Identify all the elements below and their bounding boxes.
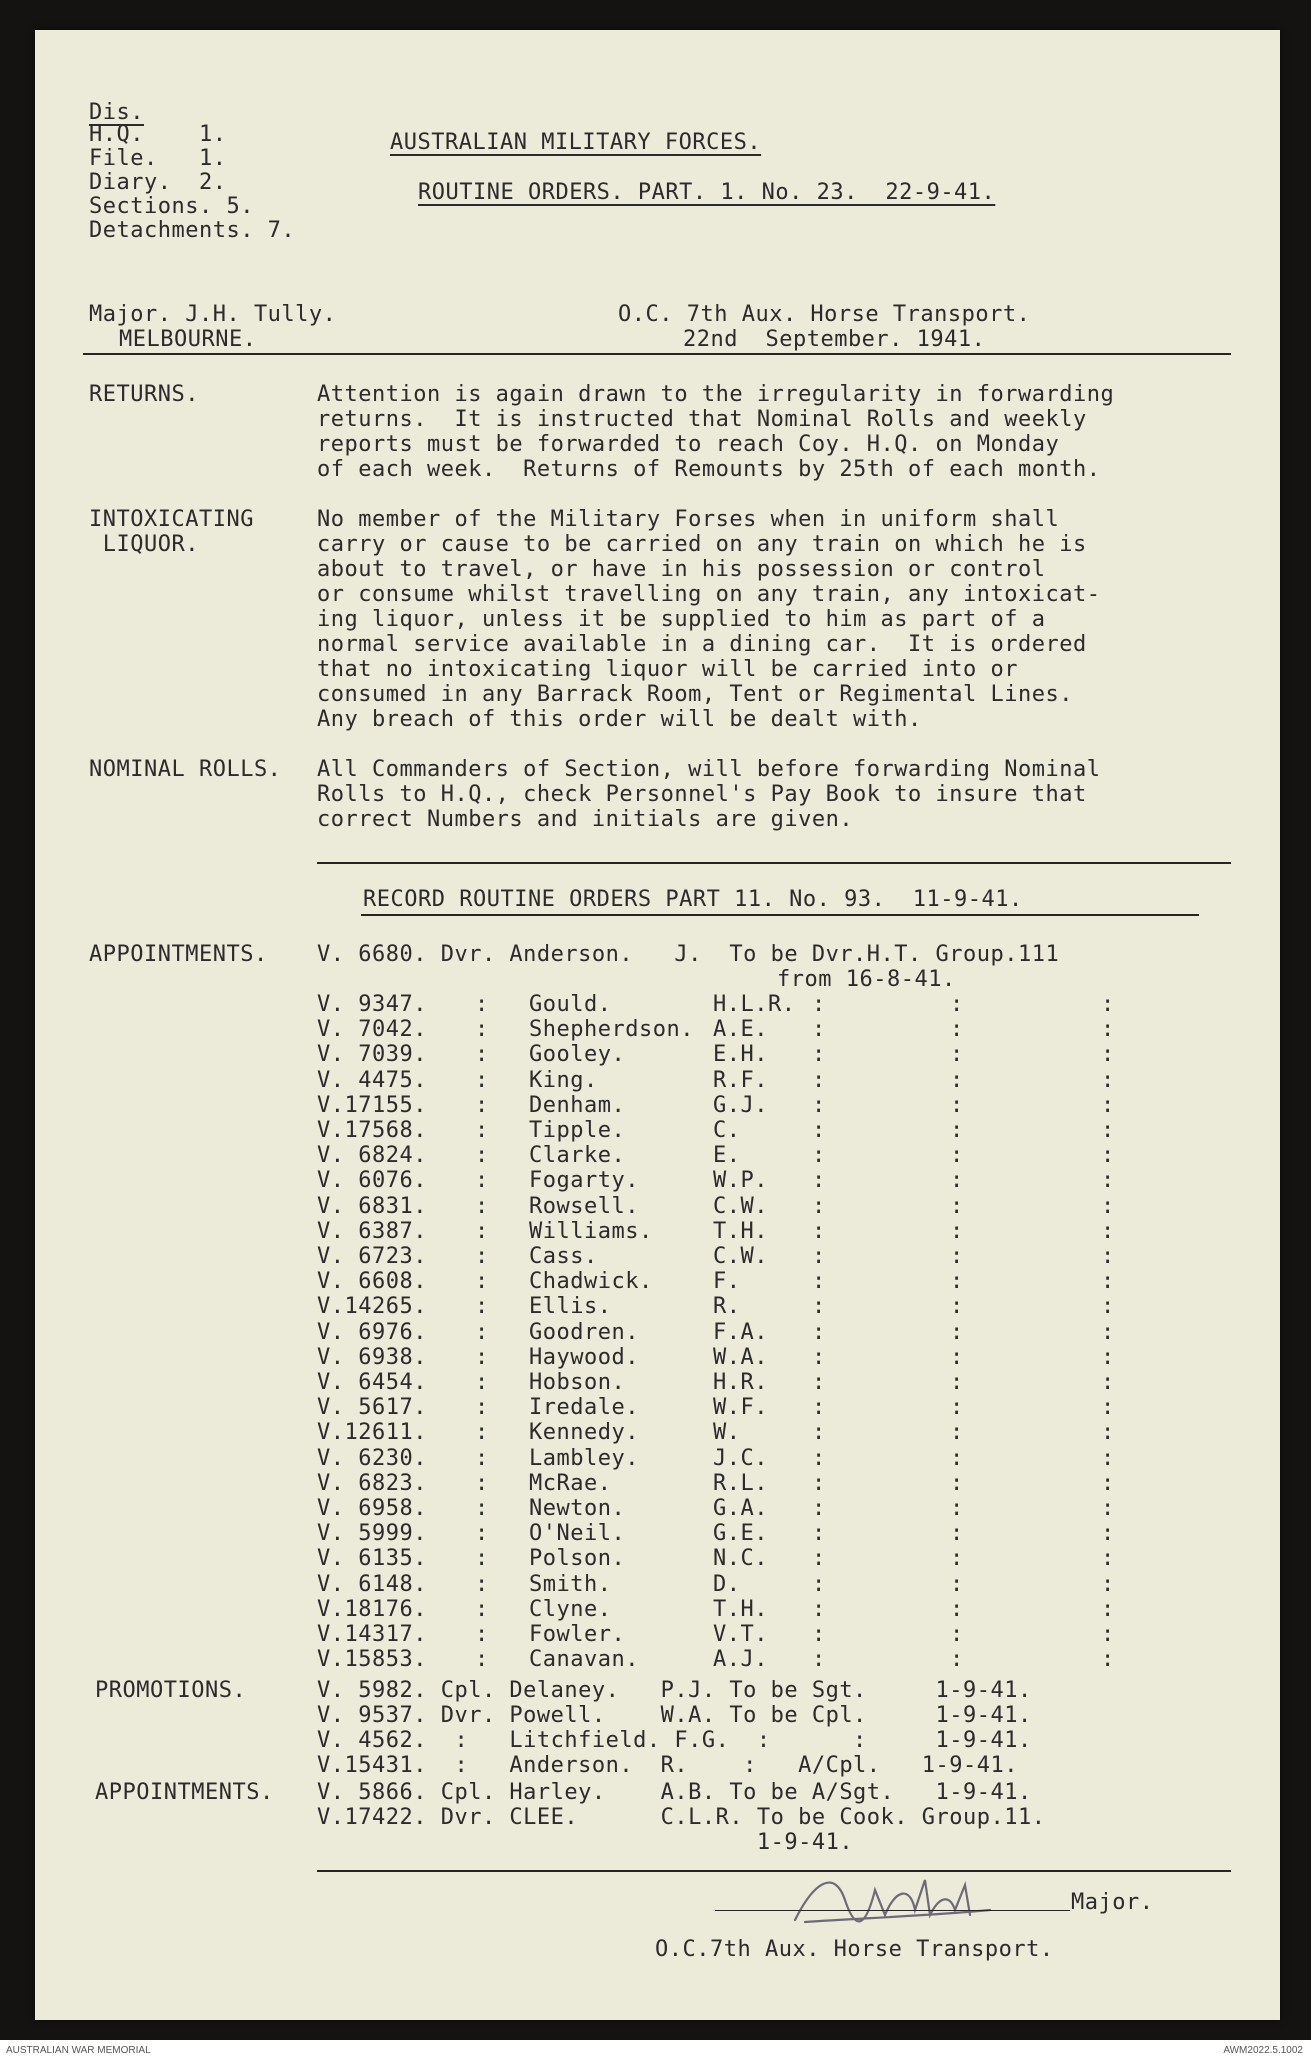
member-initials: W.A. <box>713 1345 768 1370</box>
ditto-mark: : <box>812 1471 826 1496</box>
service-number: V.18176. <box>317 1597 427 1622</box>
ditto-mark: : <box>812 992 826 1017</box>
ditto-mark: : <box>812 1017 826 1042</box>
member-initials: A.E. <box>713 1017 768 1042</box>
ditto-mark: : <box>1101 1143 1115 1168</box>
nominal-rolls-heading: NOMINAL ROLLS. <box>89 757 282 782</box>
ditto-mark: : <box>1101 1370 1115 1395</box>
ditto-mark: : <box>1101 1496 1115 1521</box>
ditto-mark: : <box>950 1597 964 1622</box>
appointment-first-line: V. 6680. Dvr. Anderson. J. To be Dvr.H.T. Group.111 <box>317 942 1060 967</box>
ditto-mark: : <box>950 1420 964 1445</box>
member-surname: Smith. <box>529 1572 612 1597</box>
member-surname: Denham. <box>529 1093 626 1118</box>
ditto-mark: : <box>475 1143 489 1168</box>
ditto-mark: : <box>812 1420 826 1445</box>
ditto-mark: : <box>475 1219 489 1244</box>
ditto-mark: : <box>950 1068 964 1093</box>
member-surname: Gooley. <box>529 1042 626 1067</box>
body-line: or consume whilst travelling on any train, any intoxicat- <box>317 582 1101 607</box>
promotion-row: V. 5982. Cpl. Delaney. P.J. To be Sgt. 1-9-41. <box>317 1678 1032 1703</box>
member-initials: R. <box>713 1294 741 1319</box>
ditto-mark: : <box>1101 1269 1115 1294</box>
body-line: Attention is again drawn to the irregularity in forwarding <box>317 382 1115 407</box>
body-line: of each week. Returns of Remounts by 25th of each month. <box>317 457 1101 482</box>
ditto-mark: : <box>475 1168 489 1193</box>
ditto-mark: : <box>950 1546 964 1571</box>
member-initials: C. <box>713 1118 741 1143</box>
ditto-mark: : <box>475 1345 489 1370</box>
signature-unit: O.C.7th Aux. Horse Transport. <box>655 1937 1054 1962</box>
ditto-mark: : <box>1101 1521 1115 1546</box>
body-line: consumed in any Barrack Room, Tent or Regimental Lines. <box>317 682 1073 707</box>
body-line: returns. It is instructed that Nominal Rolls and weekly <box>317 407 1087 432</box>
ditto-mark: : <box>950 1093 964 1118</box>
ditto-mark: : <box>812 1068 826 1093</box>
ditto-mark: : <box>950 1118 964 1143</box>
ditto-mark: : <box>475 1647 489 1672</box>
service-number: V.17155. <box>317 1093 427 1118</box>
ditto-mark: : <box>950 1622 964 1647</box>
ditto-mark: : <box>1101 1042 1115 1067</box>
ditto-mark: : <box>812 1345 826 1370</box>
body-line: normal service available in a dining car. It is ordered <box>317 632 1087 657</box>
promotion-row: V. 4562. : Litchfield. F.G. : : 1-9-41. <box>317 1728 1032 1753</box>
returns-heading: RETURNS. <box>89 382 199 407</box>
ditto-mark: : <box>950 1219 964 1244</box>
service-number: V. 5617. <box>317 1395 427 1420</box>
distribution-line: Detachments. 7. <box>89 218 296 243</box>
ditto-mark: : <box>812 1597 826 1622</box>
ditto-mark: : <box>475 1068 489 1093</box>
ditto-mark: : <box>475 1370 489 1395</box>
service-number: V. 6824. <box>317 1143 427 1168</box>
ditto-mark: : <box>950 1370 964 1395</box>
archive-reference: AWM2022.5.1002 <box>1223 2045 1303 2056</box>
member-surname: Polson. <box>529 1546 626 1571</box>
document-subtitle: ROUTINE ORDERS. PART. 1. No. 23. 22-9-41. <box>418 180 996 205</box>
member-surname: Cass. <box>529 1244 598 1269</box>
ditto-mark: : <box>1101 1168 1115 1193</box>
ditto-mark: : <box>475 1244 489 1269</box>
ditto-mark: : <box>812 1622 826 1647</box>
service-number: V. 7039. <box>317 1042 427 1067</box>
member-surname: Ellis. <box>529 1294 612 1319</box>
body-line: that no intoxicating liquor will be carried into or <box>317 657 1019 682</box>
member-surname: McRae. <box>529 1471 612 1496</box>
ditto-mark: : <box>1101 1420 1115 1445</box>
ditto-mark: : <box>950 1647 964 1672</box>
ditto-mark: : <box>1101 1017 1115 1042</box>
ditto-mark: : <box>475 1521 489 1546</box>
member-initials: G.J. <box>713 1093 768 1118</box>
ditto-mark: : <box>475 992 489 1017</box>
body-line: Rolls to H.Q., check Personnel's Pay Book to insure that <box>317 782 1087 807</box>
ditto-mark: : <box>475 1622 489 1647</box>
member-initials: A.J. <box>713 1647 768 1672</box>
ditto-mark: : <box>1101 1395 1115 1420</box>
service-number: V. 4475. <box>317 1068 427 1093</box>
ditto-mark: : <box>475 1269 489 1294</box>
member-initials: F.A. <box>713 1320 768 1345</box>
ditto-mark: : <box>1101 1345 1115 1370</box>
ditto-mark: : <box>950 1446 964 1471</box>
ditto-mark: : <box>950 1572 964 1597</box>
service-number: V. 6230. <box>317 1446 427 1471</box>
ditto-mark: : <box>475 1496 489 1521</box>
member-initials: T.H. <box>713 1219 768 1244</box>
ditto-mark: : <box>950 1294 964 1319</box>
member-initials: T.H. <box>713 1597 768 1622</box>
ditto-mark: : <box>475 1572 489 1597</box>
ditto-mark: : <box>1101 1546 1115 1571</box>
service-number: V. 6454. <box>317 1370 427 1395</box>
ditto-mark: : <box>812 1168 826 1193</box>
member-surname: King. <box>529 1068 598 1093</box>
ditto-mark: : <box>950 1345 964 1370</box>
service-number: V.14265. <box>317 1294 427 1319</box>
ditto-mark: : <box>475 1042 489 1067</box>
member-initials: W. <box>713 1420 741 1445</box>
record-title-rule <box>361 914 1199 916</box>
ditto-mark: : <box>475 1546 489 1571</box>
member-surname: Iredale. <box>529 1395 639 1420</box>
member-surname: Kennedy. <box>529 1420 639 1445</box>
section-rule <box>317 862 1231 864</box>
appointment-row: 1-9-41. <box>317 1830 854 1855</box>
member-initials: N.C. <box>713 1546 768 1571</box>
ditto-mark: : <box>1101 1622 1115 1647</box>
ditto-mark: : <box>812 1320 826 1345</box>
ditto-mark: : <box>475 1597 489 1622</box>
ditto-mark: : <box>1101 1194 1115 1219</box>
ditto-mark: : <box>475 1320 489 1345</box>
member-surname: Chadwick. <box>529 1269 653 1294</box>
ditto-mark: : <box>812 1521 826 1546</box>
ditto-mark: : <box>475 1194 489 1219</box>
signature-rank: Major. <box>1071 1890 1154 1915</box>
appointment-first-line2: from 16-8-41. <box>777 967 956 992</box>
body-line: about to travel, or have in his possession or control <box>317 557 1046 582</box>
ditto-mark: : <box>812 1194 826 1219</box>
member-surname: O'Neil. <box>529 1521 626 1546</box>
member-surname: Canavan. <box>529 1647 639 1672</box>
ditto-mark: : <box>1101 1446 1115 1471</box>
member-initials: E. <box>713 1143 741 1168</box>
service-number: V.17568. <box>317 1118 427 1143</box>
archive-name: AUSTRALIAN WAR MEMORIAL <box>6 2045 151 2056</box>
ditto-mark: : <box>812 1370 826 1395</box>
handwritten-signature <box>775 1860 1015 1940</box>
ditto-mark: : <box>812 1143 826 1168</box>
member-surname: Clarke. <box>529 1143 626 1168</box>
service-number: V.14317. <box>317 1622 427 1647</box>
ditto-mark: : <box>812 1294 826 1319</box>
member-initials: F. <box>713 1269 741 1294</box>
ditto-mark: : <box>950 1168 964 1193</box>
member-surname: Fogarty. <box>529 1168 639 1193</box>
ditto-mark: : <box>475 1471 489 1496</box>
service-number: V. 6723. <box>317 1244 427 1269</box>
appointment-row: V.17422. Dvr. CLEE. C.L.R. To be Cook. Group.11. <box>317 1805 1046 1830</box>
service-number: V. 7042. <box>317 1017 427 1042</box>
member-initials: W.P. <box>713 1168 768 1193</box>
ditto-mark: : <box>475 1446 489 1471</box>
ditto-mark: : <box>950 1017 964 1042</box>
record-title: RECORD ROUTINE ORDERS PART 11. No. 93. 11-9-41. <box>363 887 1023 912</box>
liquor-heading: INTOXICATING <box>89 507 254 532</box>
ditto-mark: : <box>812 1118 826 1143</box>
member-initials: G.E. <box>713 1521 768 1546</box>
ditto-mark: : <box>1101 1118 1115 1143</box>
ditto-mark: : <box>1101 1572 1115 1597</box>
member-surname: Tipple. <box>529 1118 626 1143</box>
dis-label: Dis. <box>89 100 144 125</box>
promotions-heading: PROMOTIONS. <box>95 1678 247 1703</box>
ditto-mark: : <box>1101 1093 1115 1118</box>
body-line: Any breach of this order will be dealt with. <box>317 707 922 732</box>
service-number: V. 6831. <box>317 1194 427 1219</box>
appointments-heading: APPOINTMENTS. <box>89 942 268 967</box>
body-line: ing liquor, unless it be supplied to him as part of a <box>317 607 1046 632</box>
body-line: All Commanders of Section, will before forwarding Nominal <box>317 757 1101 782</box>
ditto-mark: : <box>950 1269 964 1294</box>
ditto-mark: : <box>1101 1597 1115 1622</box>
appointments2-heading: APPOINTMENTS. <box>95 1780 274 1805</box>
distribution-line: File. 1. <box>89 146 227 171</box>
ditto-mark: : <box>1101 1294 1115 1319</box>
ditto-mark: : <box>1101 1647 1115 1672</box>
ditto-mark: : <box>812 1546 826 1571</box>
ditto-mark: : <box>812 1042 826 1067</box>
member-surname: Newton. <box>529 1496 626 1521</box>
officer-location: MELBOURNE. <box>119 327 257 352</box>
ditto-mark: : <box>950 1194 964 1219</box>
member-surname: Goodren. <box>529 1320 639 1345</box>
member-initials: G.A. <box>713 1496 768 1521</box>
promotion-row: V.15431. : Anderson. R. : A/Cpl. 1-9-41. <box>317 1753 1019 1778</box>
header-rule <box>83 353 1231 355</box>
ditto-mark: : <box>950 1521 964 1546</box>
member-initials: R.F. <box>713 1068 768 1093</box>
member-initials: D. <box>713 1572 741 1597</box>
ditto-mark: : <box>812 1269 826 1294</box>
ditto-mark: : <box>475 1395 489 1420</box>
service-number: V. 6958. <box>317 1496 427 1521</box>
service-number: V. 6608. <box>317 1269 427 1294</box>
ditto-mark: : <box>812 1446 826 1471</box>
service-number: V. 6387. <box>317 1219 427 1244</box>
ditto-mark: : <box>950 1042 964 1067</box>
ditto-mark: : <box>950 1320 964 1345</box>
ditto-mark: : <box>812 1572 826 1597</box>
ditto-mark: : <box>475 1118 489 1143</box>
member-initials: E.H. <box>713 1042 768 1067</box>
ditto-mark: : <box>812 1219 826 1244</box>
service-number: V. 6938. <box>317 1345 427 1370</box>
document-page <box>35 30 1280 2020</box>
document-title: AUSTRALIAN MILITARY FORCES. <box>390 130 762 155</box>
order-date: 22nd September. 1941. <box>683 327 986 352</box>
distribution-line: Sections. 5. <box>89 194 254 219</box>
ditto-mark: : <box>950 1244 964 1269</box>
distribution-line: H.Q. 1. <box>89 122 227 147</box>
ditto-mark: : <box>475 1017 489 1042</box>
service-number: V. 6976. <box>317 1320 427 1345</box>
service-number: V.15853. <box>317 1647 427 1672</box>
ditto-mark: : <box>812 1647 826 1672</box>
service-number: V. 6148. <box>317 1572 427 1597</box>
ditto-mark: : <box>950 1496 964 1521</box>
member-surname: Fowler. <box>529 1622 626 1647</box>
member-initials: W.F. <box>713 1395 768 1420</box>
member-surname: Shepherdson. <box>529 1017 694 1042</box>
ditto-mark: : <box>812 1496 826 1521</box>
member-surname: Lambley. <box>529 1446 639 1471</box>
unit-name: O.C. 7th Aux. Horse Transport. <box>618 302 1031 327</box>
member-surname: Rowsell. <box>529 1194 639 1219</box>
member-initials: C.W. <box>713 1194 768 1219</box>
service-number: V. 6076. <box>317 1168 427 1193</box>
member-initials: R.L. <box>713 1471 768 1496</box>
ditto-mark: : <box>1101 1244 1115 1269</box>
member-surname: Williams. <box>529 1219 653 1244</box>
ditto-mark: : <box>1101 1068 1115 1093</box>
body-line: reports must be forwarded to reach Coy. H.Q. on Monday <box>317 432 1060 457</box>
appointment-row: V. 5866. Cpl. Harley. A.B. To be A/Sgt. 1-9-41. <box>317 1780 1032 1805</box>
ditto-mark: : <box>812 1244 826 1269</box>
ditto-mark: : <box>812 1395 826 1420</box>
ditto-mark: : <box>950 1395 964 1420</box>
ditto-mark: : <box>1101 1219 1115 1244</box>
officer-name: Major. J.H. Tully. <box>89 302 337 327</box>
service-number: V.12611. <box>317 1420 427 1445</box>
service-number: V. 9347. <box>317 992 427 1017</box>
promotion-row: V. 9537. Dvr. Powell. W.A. To be Cpl. 1-9-41. <box>317 1703 1032 1728</box>
member-surname: Haywood. <box>529 1345 639 1370</box>
member-surname: Gould. <box>529 992 612 1017</box>
member-initials: J.C. <box>713 1446 768 1471</box>
service-number: V. 6823. <box>317 1471 427 1496</box>
member-initials: V.T. <box>713 1622 768 1647</box>
ditto-mark: : <box>475 1093 489 1118</box>
ditto-mark: : <box>1101 1471 1115 1496</box>
member-initials: C.W. <box>713 1244 768 1269</box>
member-surname: Hobson. <box>529 1370 626 1395</box>
ditto-mark: : <box>812 1093 826 1118</box>
archive-footer <box>0 2040 1311 2061</box>
ditto-mark: : <box>950 1143 964 1168</box>
service-number: V. 6135. <box>317 1546 427 1571</box>
ditto-mark: : <box>475 1420 489 1445</box>
body-line: correct Numbers and initials are given. <box>317 807 854 832</box>
ditto-mark: : <box>950 992 964 1017</box>
signature-line <box>715 1910 1070 1911</box>
body-line: No member of the Military Forses when in uniform shall <box>317 507 1060 532</box>
ditto-mark: : <box>950 1471 964 1496</box>
distribution-line: Diary. 2. <box>89 170 227 195</box>
member-initials: H.R. <box>713 1370 768 1395</box>
ditto-mark: : <box>1101 992 1115 1017</box>
service-number: V. 5999. <box>317 1521 427 1546</box>
ditto-mark: : <box>475 1294 489 1319</box>
member-initials: H.L.R. <box>713 992 796 1017</box>
ditto-mark: : <box>1101 1320 1115 1345</box>
closing-rule <box>317 1870 1231 1872</box>
member-surname: Clyne. <box>529 1597 612 1622</box>
liquor-heading: LIQUOR. <box>89 532 199 557</box>
body-line: carry or cause to be carried on any train on which he is <box>317 532 1087 557</box>
